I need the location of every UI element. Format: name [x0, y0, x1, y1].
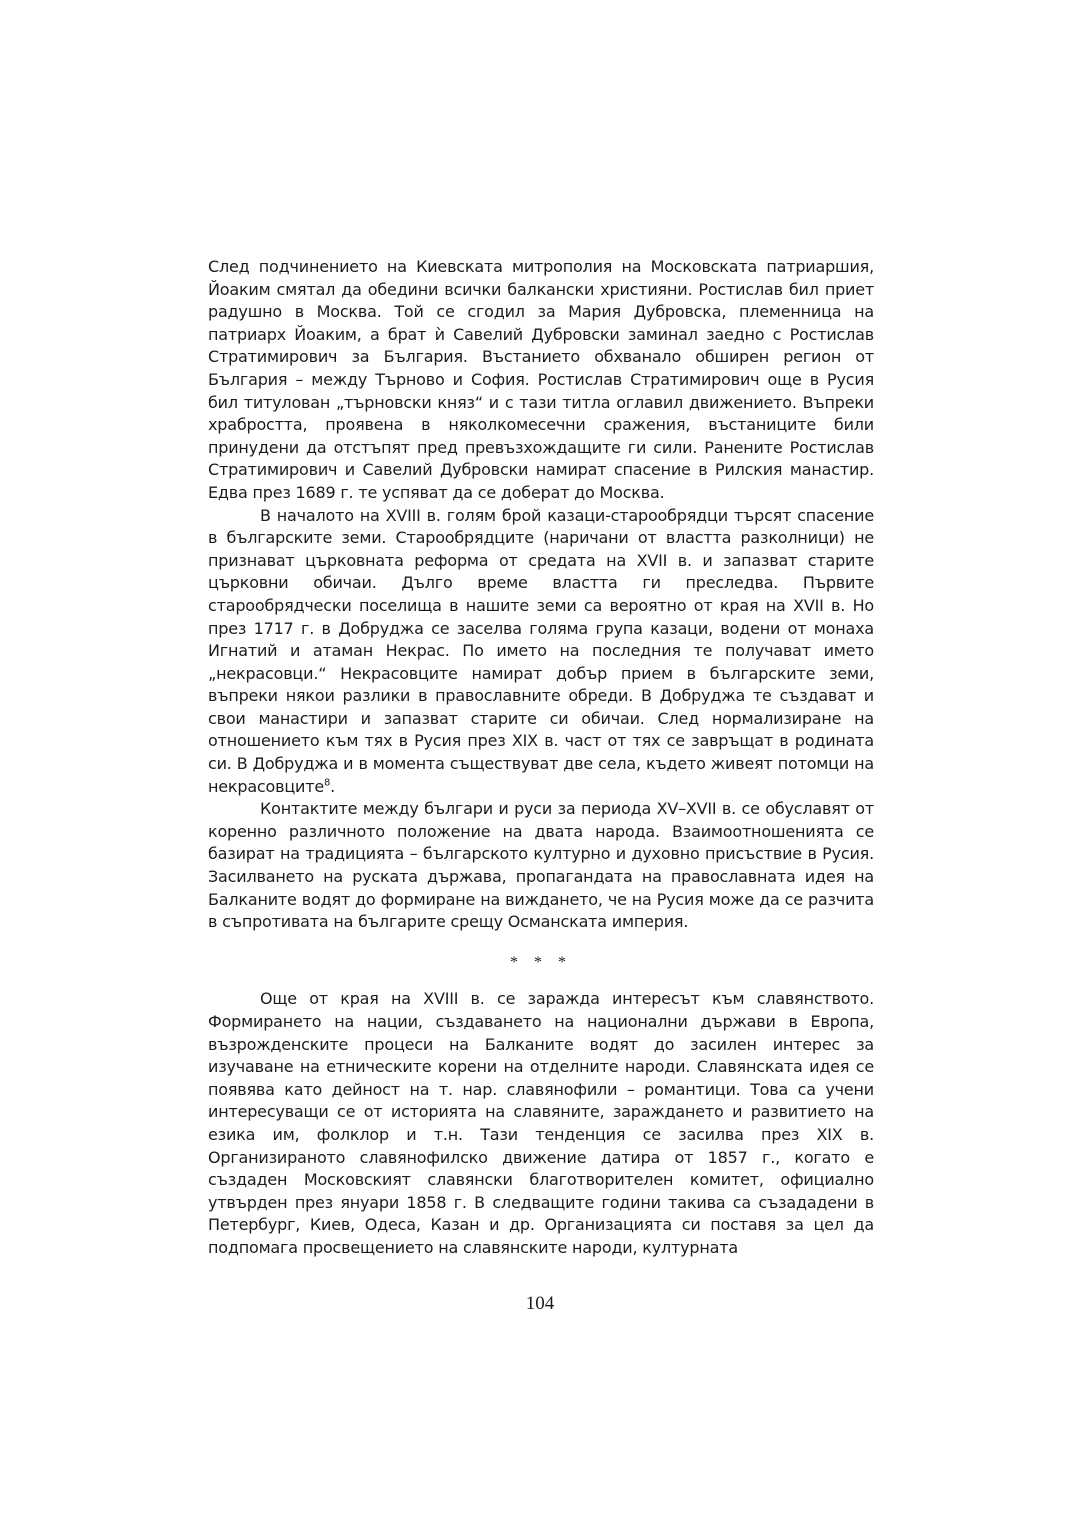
paragraph-3: Контактите между българи и руси за периода XV–XVII в. се обуславят от коренно различното положение на двата народа. Взаимоотношенията се базират на традицията – българското културно и духовно присъствие в Русия. Засилването на руската държава, пропагандата на православната идея на Балканите водят до формиране на виждането, че на Русия може да се разчита в съпротивата на българите срещу Османската империя. [208, 799, 874, 932]
paragraph-2-text: В началото на XVIII в. голям брой казаци-старообрядци търсят спасение в българските земи. Старообрядците (наричани от властта разколници) не признават църковната реформа от средата на XVII в. и запазват старите църковни обичаи. Дълго време властта ги преследва. Първите старообрядчески поселища в нашите земи са вероятно от края на XVII в. Но през 1717 г. в Добруджа се заселва голяма група казаци, водени от монаха Игнатий и атаман Некрас. По името на последния те получават името „некрасовци.“ Некрасовците намират добър прием в българските земи, въпреки някои разлики в православните обреди. В Добруджа те създават и свои манастири и запазват старите си обичаи. След нормализиране на отношението към тях в Русия през XIX в. част от тях се завръщат в родината си. В Добруджа и в момента съществуват две села, където живеят потомци на некрасовците [208, 505, 874, 796]
paragraph-2: В началото на XVIII в. голям брой казаци-старообрядци търсят спасение в българските земи. Старообрядците (наричани от властта разколници) не признават църковната реформа от средата на XVII в. и запазват старите църковни обичаи. Дълго време властта ги преследва. Първите старообрядчески поселища в нашите земи са вероятно от края на XVII в. Но през 1717 г. в Добруджа се заселва голяма група казаци, водени от монаха Игнатий и атаман Некрас. По името на последния те получават името „некрасовци.“ Некрасовците намират добър прием в българските земи, въпреки някои разлики в православните обреди. В Добруджа те създават и свои манастири и запазват старите си обичаи. След нормализиране на отношението към тях в Русия през XIX в. част от тях се завръщат в родината си. В Добруджа и в момента съществуват две села, където живеят потомци на некрасовците$^8$. [208, 505, 874, 796]
page-number: 104 [525, 1293, 555, 1314]
body-text [208, 256, 874, 1260]
section-break: * * * [510, 953, 572, 971]
footnote-marker: 8 [324, 777, 331, 789]
paragraph-4: Още от края на XVIII в. се заражда интересът към славянството. Формирането на нации, създаването на национални държави в Европа, възрожденските процеси на Балканите водят до засилен интерес за изучаване на етническите корени на отделните народи. Славянската идея се появява като дейност на т. нар. славянофили – романтици. Това са учени интересуващи се от историята на славяните, зараждането и развитието на езика им, фолклор и т.н. Тази тенденция се засилва през XIX в. Организираното славянофилско движение датира от 1857 г., когато е създаден Московският славянски благотворителен комитет, официално утвърден през януари 1858 г. В следващите години такива са съзададени в Петербург, Киев, Одеса, Казан и др. Организацията си поставя за цел да подпомага просвещението на славянските народи, културната [208, 989, 874, 1257]
paragraph-1: След подчинението на Киевската митрополия на Московската патриаршия, Йоаким смятал да обедини всички балкански християни. Ростислав бил приет радушно в Москва. Той се сгодил за Мария Дубровска, племенница на патриарх Йоаким, а брат ѝ Савелий Дубровски заминал заедно с Ростислав Стратимирович за България. Въстанието обхванало обширен регион от България – между Търново и София. Ростислав Стратимирович още в Русия бил титулован „търновски княз“ и с тази титла оглавил движението. Въпреки храбростта, проявена в няколкомесечни сражения, въстаниците били принудени да отстъпят пред превъзхождащите ги сили. Ранените Ростислав Стратимирович и Савелий Дубровски намират спасение в Рилския манастир. Едва през 1689 г. те успяват да се доберат до Москва. [208, 257, 874, 502]
